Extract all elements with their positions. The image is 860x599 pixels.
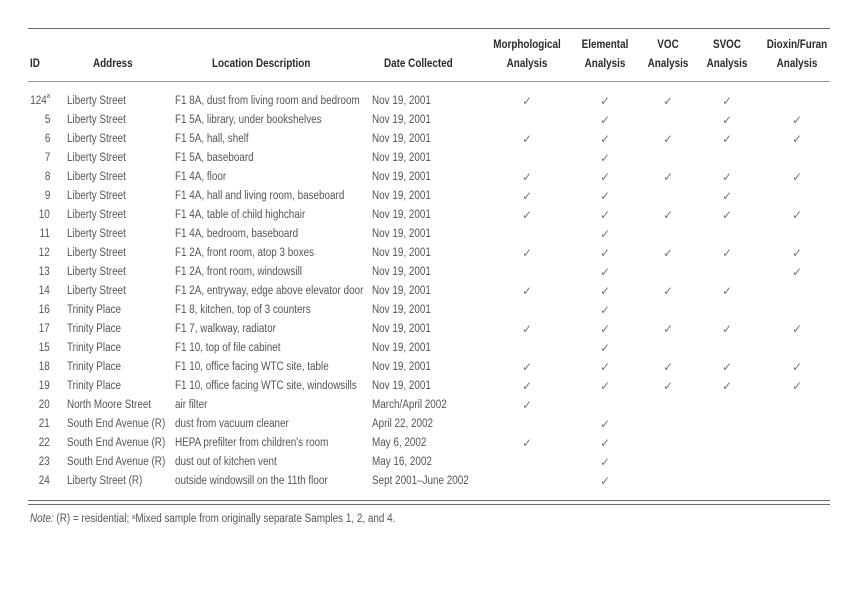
row-date-collected: March/April 2002 xyxy=(372,399,447,411)
row-address: Liberty Street xyxy=(67,247,126,259)
check-mark-icon-svoc: ✓ xyxy=(721,246,733,260)
header-dioxin-furan-analysis-line2: Analysis xyxy=(776,58,818,70)
check-mark-icon-elemental: ✓ xyxy=(599,151,611,165)
check-mark-icon-dioxin-furan: ✓ xyxy=(791,170,803,184)
header-id: ID xyxy=(30,58,40,70)
check-mark-icon-svoc: ✓ xyxy=(721,360,733,374)
header-svoc-analysis-line1: SVOC xyxy=(712,39,742,51)
check-mark-icon-elemental: ✓ xyxy=(599,265,611,279)
check-mark-icon-dioxin-furan: ✓ xyxy=(791,113,803,127)
check-mark-icon-dioxin-furan: ✓ xyxy=(791,379,803,393)
row-id xyxy=(30,92,50,111)
check-mark-icon-morphological: ✓ xyxy=(521,379,533,393)
row-date-collected: Nov 19, 2001 xyxy=(372,114,431,126)
row-location-description: F1 10, office facing WTC site, windowsills xyxy=(175,380,357,392)
check-mark-icon-voc: ✓ xyxy=(662,132,674,146)
row-id-text: 7 xyxy=(44,152,50,164)
row-address: North Moore Street xyxy=(67,399,152,411)
header-voc-analysis-line2: Analysis xyxy=(647,58,689,70)
row-id xyxy=(44,187,50,206)
row-location-description: F1 4A, table of child highchair xyxy=(175,209,306,221)
row-id-text: 18 xyxy=(38,361,50,373)
row-location-description: F1 10, office facing WTC site, table xyxy=(175,361,329,373)
row-date-collected: Nov 19, 2001 xyxy=(372,152,431,164)
note-text-2: Mixed sample from originally separate Samples 1, 2, and 4. xyxy=(135,513,396,525)
check-mark-icon-dioxin-furan: ✓ xyxy=(791,246,803,260)
bottom-rule-1 xyxy=(28,500,830,501)
row-date-collected: Nov 19, 2001 xyxy=(372,171,431,183)
row-location-description: F1 5A, hall, shelf xyxy=(175,133,249,145)
row-id-text: 9 xyxy=(44,190,50,202)
row-date-collected: May 6, 2002 xyxy=(372,437,427,449)
row-address: Liberty Street xyxy=(67,114,126,126)
check-mark-icon-morphological: ✓ xyxy=(521,189,533,203)
row-location-description: F1 2A, front room, windowsill xyxy=(175,266,302,278)
row-address: South End Avenue (R) xyxy=(67,418,166,430)
row-date-collected: Nov 19, 2001 xyxy=(372,95,431,107)
row-id xyxy=(39,206,50,225)
row-location-description: F1 4A, bedroom, baseboard xyxy=(175,228,299,240)
row-id-text: 5 xyxy=(44,114,50,126)
row-address: Liberty Street xyxy=(67,285,126,297)
row-address: Trinity Place xyxy=(67,342,122,354)
check-mark-icon-svoc: ✓ xyxy=(721,113,733,127)
header-svoc-analysis-line2: Analysis xyxy=(706,58,748,70)
row-id-text: 11 xyxy=(39,228,50,240)
row-address: Trinity Place xyxy=(67,323,122,335)
row-id xyxy=(39,263,50,282)
check-mark-icon-elemental: ✓ xyxy=(599,227,611,241)
check-mark-icon-morphological: ✓ xyxy=(521,360,533,374)
row-date-collected: Nov 19, 2001 xyxy=(372,133,431,145)
row-date-collected: April 22, 2002 xyxy=(372,418,434,430)
header-date-collected: Date Collected xyxy=(384,58,453,70)
row-id-text: 10 xyxy=(38,209,50,221)
check-mark-icon-svoc: ✓ xyxy=(721,322,733,336)
row-address: Liberty Street xyxy=(67,152,126,164)
row-location-description: F1 4A, floor xyxy=(175,171,227,183)
header-elemental-analysis-line1: Elemental xyxy=(581,39,629,51)
row-address: South End Avenue (R) xyxy=(67,437,166,449)
row-id-text: 15 xyxy=(38,342,50,354)
row-id xyxy=(39,472,50,491)
check-mark-icon-voc: ✓ xyxy=(662,208,674,222)
row-date-collected: May 16, 2002 xyxy=(372,456,432,468)
row-id-text: 24 xyxy=(38,475,50,487)
row-address: Trinity Place xyxy=(67,380,122,392)
row-id-text: 20 xyxy=(38,399,50,411)
row-date-collected: Nov 19, 2001 xyxy=(372,304,431,316)
check-mark-icon-voc: ✓ xyxy=(662,246,674,260)
row-location-description: F1 7, walkway, radiator xyxy=(175,323,276,335)
row-id xyxy=(39,282,50,301)
header-elemental-analysis-line2: Analysis xyxy=(584,58,626,70)
check-mark-icon-elemental: ✓ xyxy=(599,436,611,450)
row-location-description: outside windowsill on the 11th floor xyxy=(175,475,328,487)
check-mark-icon-dioxin-furan: ✓ xyxy=(791,265,803,279)
row-id xyxy=(44,130,50,149)
row-date-collected: Nov 19, 2001 xyxy=(372,228,431,240)
row-location-description: F1 5A, library, under bookshelves xyxy=(175,114,322,126)
check-mark-icon-elemental: ✓ xyxy=(599,189,611,203)
row-location-description: dust from vacuum cleaner xyxy=(175,418,289,430)
row-id xyxy=(39,320,50,339)
check-mark-icon-voc: ✓ xyxy=(662,284,674,298)
check-mark-icon-elemental: ✓ xyxy=(599,341,611,355)
row-id xyxy=(40,225,50,244)
row-date-collected: Nov 19, 2001 xyxy=(372,361,431,373)
row-location-description: air filter xyxy=(175,399,208,411)
check-mark-icon-elemental: ✓ xyxy=(599,474,611,488)
header-morphological-analysis-line2: Analysis xyxy=(506,58,548,70)
check-mark-icon-svoc: ✓ xyxy=(721,189,733,203)
row-address: Liberty Street xyxy=(67,209,126,221)
row-address: Liberty Street xyxy=(67,190,126,202)
row-id-text: 17 xyxy=(38,323,50,335)
check-mark-icon-dioxin-furan: ✓ xyxy=(791,360,803,374)
check-mark-icon-elemental: ✓ xyxy=(599,132,611,146)
row-date-collected: Nov 19, 2001 xyxy=(372,247,431,259)
row-id xyxy=(39,377,50,396)
row-date-collected: Sept 2001–June 2002 xyxy=(372,475,469,487)
row-location-description: F1 8, kitchen, top of 3 counters xyxy=(175,304,311,316)
check-mark-icon-morphological: ✓ xyxy=(521,208,533,222)
row-location-description: F1 10, top of file cabinet xyxy=(175,342,281,354)
row-id xyxy=(39,358,50,377)
row-id-text: 6 xyxy=(44,133,50,145)
row-date-collected: Nov 19, 2001 xyxy=(372,342,431,354)
row-location-description: dust out of kitchen vent xyxy=(175,456,277,468)
check-mark-icon-voc: ✓ xyxy=(662,170,674,184)
check-mark-icon-svoc: ✓ xyxy=(721,170,733,184)
row-id-text: 14 xyxy=(38,285,50,297)
row-location-description: F1 4A, hall and living room, baseboard xyxy=(175,190,345,202)
header-dioxin-furan-analysis-line1: Dioxin/Furan xyxy=(766,39,828,51)
check-mark-icon-elemental: ✓ xyxy=(599,303,611,317)
row-id xyxy=(44,149,50,168)
check-mark-icon-morphological: ✓ xyxy=(521,284,533,298)
row-location-description: F1 2A, entryway, edge above elevator door xyxy=(175,285,364,297)
check-mark-icon-morphological: ✓ xyxy=(521,94,533,108)
header-voc-analysis-line1: VOC xyxy=(657,39,679,51)
check-mark-icon-elemental: ✓ xyxy=(599,208,611,222)
row-location-description: F1 5A, baseboard xyxy=(175,152,254,164)
row-id xyxy=(39,244,50,263)
row-id-text: 12 xyxy=(38,247,50,259)
check-mark-icon-voc: ✓ xyxy=(662,360,674,374)
row-address: Liberty Street xyxy=(67,133,126,145)
check-mark-icon-morphological: ✓ xyxy=(521,398,533,412)
check-mark-icon-elemental: ✓ xyxy=(599,113,611,127)
row-location-description: F1 8A, dust from living room and bedroom xyxy=(175,95,360,107)
note-superscript: a xyxy=(131,514,136,521)
check-mark-icon-elemental: ✓ xyxy=(599,322,611,336)
row-date-collected: Nov 19, 2001 xyxy=(372,266,431,278)
check-mark-icon-elemental: ✓ xyxy=(599,455,611,469)
check-mark-icon-voc: ✓ xyxy=(662,322,674,336)
note-label: Note: xyxy=(30,513,54,525)
row-id xyxy=(39,301,50,320)
row-date-collected: Nov 19, 2001 xyxy=(372,380,431,392)
row-id xyxy=(39,396,50,415)
row-address: Trinity Place xyxy=(67,361,122,373)
row-id-text: 13 xyxy=(38,266,50,278)
row-id-text: 124 xyxy=(30,95,47,107)
row-date-collected: Nov 19, 2001 xyxy=(372,323,431,335)
check-mark-icon-morphological: ✓ xyxy=(521,246,533,260)
check-mark-icon-elemental: ✓ xyxy=(599,284,611,298)
check-mark-icon-morphological: ✓ xyxy=(521,170,533,184)
row-id xyxy=(44,168,50,187)
row-id-text: 22 xyxy=(38,437,50,449)
row-id-text: 16 xyxy=(38,304,50,316)
row-date-collected: Nov 19, 2001 xyxy=(372,209,431,221)
check-mark-icon-dioxin-furan: ✓ xyxy=(791,132,803,146)
row-id-text: 8 xyxy=(44,171,50,183)
check-mark-icon-voc: ✓ xyxy=(662,379,674,393)
header-address: Address xyxy=(93,58,133,70)
row-date-collected: Nov 19, 2001 xyxy=(372,285,431,297)
row-address: South End Avenue (R) xyxy=(67,456,166,468)
check-mark-icon-elemental: ✓ xyxy=(599,379,611,393)
row-location-description: HEPA prefilter from children's room xyxy=(175,437,329,449)
check-mark-icon-morphological: ✓ xyxy=(521,322,533,336)
row-id xyxy=(44,111,50,130)
header-rule xyxy=(28,81,830,82)
check-mark-icon-morphological: ✓ xyxy=(521,132,533,146)
row-address: Liberty Street xyxy=(67,228,126,240)
row-id-text: 23 xyxy=(38,456,50,468)
check-mark-icon-dioxin-furan: ✓ xyxy=(791,322,803,336)
check-mark-icon-elemental: ✓ xyxy=(599,360,611,374)
check-mark-icon-svoc: ✓ xyxy=(721,94,733,108)
check-mark-icon-svoc: ✓ xyxy=(721,379,733,393)
top-rule xyxy=(28,28,830,29)
header-morphological-analysis-line1: Morphological xyxy=(493,39,561,51)
header-location-description: Location Description xyxy=(212,58,311,70)
note-text-1: (R) = residential; xyxy=(53,513,132,525)
check-mark-icon-svoc: ✓ xyxy=(721,132,733,146)
check-mark-icon-elemental: ✓ xyxy=(599,94,611,108)
row-address: Liberty Street (R) xyxy=(67,475,143,487)
check-mark-icon-elemental: ✓ xyxy=(599,170,611,184)
check-mark-icon-voc: ✓ xyxy=(662,94,674,108)
check-mark-icon-svoc: ✓ xyxy=(721,208,733,222)
check-mark-icon-elemental: ✓ xyxy=(599,417,611,431)
row-location-description: F1 2A, front room, atop 3 boxes xyxy=(175,247,315,259)
row-id-text: 21 xyxy=(38,418,50,430)
row-id-text: 19 xyxy=(38,380,50,392)
row-id xyxy=(39,339,50,358)
row-id xyxy=(39,415,50,434)
row-id xyxy=(39,453,50,472)
row-id xyxy=(39,434,50,453)
check-mark-icon-elemental: ✓ xyxy=(599,246,611,260)
row-address: Liberty Street xyxy=(67,266,126,278)
row-id-superscript: a xyxy=(46,93,50,100)
bottom-rule-2 xyxy=(28,504,830,505)
row-address: Liberty Street xyxy=(67,171,126,183)
table-footnote xyxy=(30,513,395,525)
check-mark-icon-morphological: ✓ xyxy=(521,436,533,450)
check-mark-icon-svoc: ✓ xyxy=(721,284,733,298)
check-mark-icon-dioxin-furan: ✓ xyxy=(791,208,803,222)
row-address: Trinity Place xyxy=(67,304,122,316)
row-date-collected: Nov 19, 2001 xyxy=(372,190,431,202)
row-address: Liberty Street xyxy=(67,95,126,107)
